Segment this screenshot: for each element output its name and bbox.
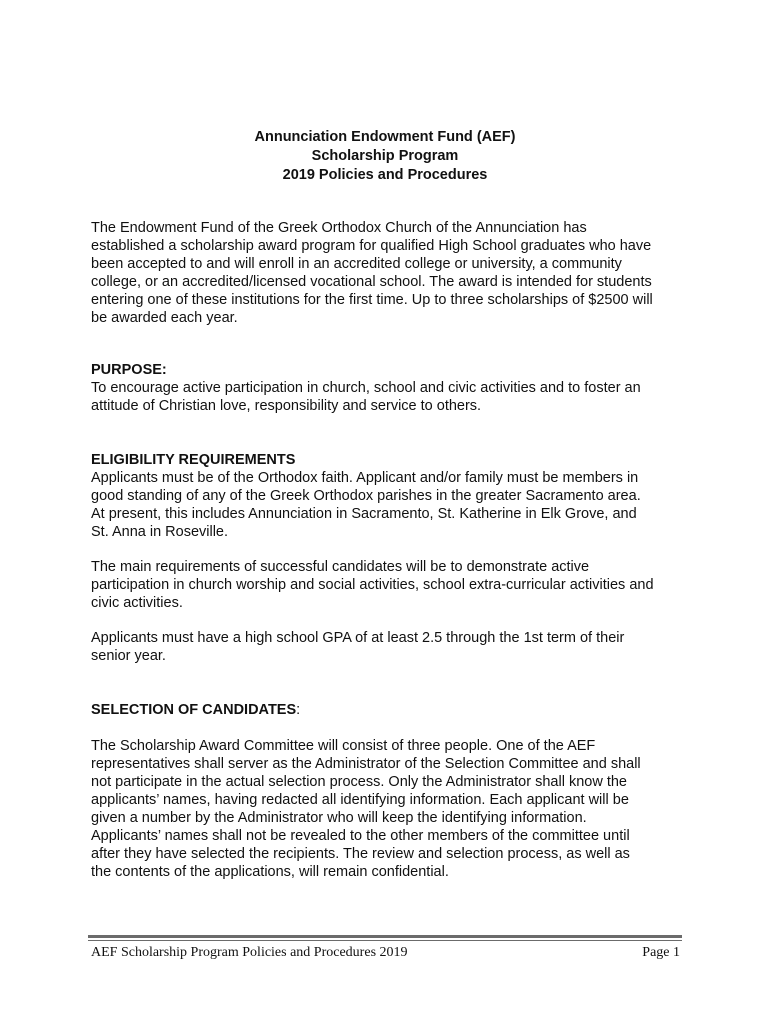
eligibility-paragraph-3 (91, 629, 691, 665)
eligibility-line: participation in church worship and social activities, school extra-curricular activities and (91, 577, 654, 593)
intro-line: college, or an accredited/licensed vocational school. The award is intended for students (91, 274, 652, 290)
eligibility-line: The main requirements of successful candidates will be to demonstrate active (91, 559, 590, 575)
eligibility-line: good standing of any of the Greek Orthodox parishes in the greater Sacramento area. (91, 488, 641, 504)
title-line-1: Annunciation Endowment Fund (AEF) (254, 129, 516, 145)
eligibility-line: At present, this includes Annunciation in Sacramento, St. Katherine in Elk Grove, and (91, 506, 637, 522)
selection-heading: SELECTION OF CANDIDATES (91, 702, 297, 718)
selection-line: Applicants’ names shall not be revealed to the other members of the committee until (91, 828, 630, 844)
footer-divider (88, 935, 682, 938)
selection-heading-row (91, 701, 691, 719)
intro-paragraph (91, 219, 691, 327)
eligibility-heading: ELIGIBILITY REQUIREMENTS (91, 452, 296, 468)
purpose-line: attitude of Christian love, responsibility and service to others. (91, 398, 482, 414)
eligibility-line: civic activities. (91, 595, 183, 611)
selection-line: the contents of the applications, will remain confidential. (91, 864, 449, 880)
eligibility-line: Applicants must be of the Orthodox faith. Applicant and/or family must be members in (91, 470, 639, 486)
eligibility-line: senior year. (91, 648, 166, 664)
selection-line: not participate in the actual selection process. Only the Administrator shall know the (91, 774, 627, 790)
eligibility-section (91, 451, 691, 541)
document-title (0, 128, 770, 185)
eligibility-paragraph-2 (91, 558, 691, 612)
selection-paragraph (91, 737, 691, 881)
selection-line: given a number by the Administrator who will keep the identifying information. (91, 810, 587, 826)
selection-line: applicants’ names, having redacted all identifying information. Each applicant will be (91, 792, 629, 808)
footer-page-number: Page 1 (642, 945, 680, 960)
selection-line: after they have selected the recipients. The review and selection process, as well as (91, 846, 630, 862)
title-line-2: Scholarship Program (311, 148, 459, 164)
eligibility-line: St. Anna in Roseville. (91, 524, 229, 540)
intro-line: The Endowment Fund of the Greek Orthodox Church of the Annunciation has (91, 220, 587, 236)
intro-line: been accepted to and will enroll in an accredited college or university, a community (91, 256, 622, 272)
purpose-section (91, 361, 691, 415)
selection-heading-line (91, 701, 691, 719)
title-line-3: 2019 Policies and Procedures (282, 167, 488, 183)
intro-line: established a scholarship award program for qualified High School graduates who have (91, 238, 652, 254)
purpose-heading: PURPOSE: (91, 362, 167, 378)
intro-line: be awarded each year. (91, 310, 238, 326)
selection-line: representatives shall server as the Administrator of the Selection Committee and shall (91, 756, 641, 772)
intro-line: entering one of these institutions for the first time. Up to three scholarships of $2500 will (91, 292, 653, 308)
selection-heading-colon: : (296, 702, 301, 718)
selection-line: The Scholarship Award Committee will consist of three people. One of the AEF (91, 738, 596, 754)
eligibility-line: Applicants must have a high school GPA of at least 2.5 through the 1st term of their (91, 630, 625, 646)
footer-document-title: AEF Scholarship Program Policies and Procedures 2019 (91, 945, 408, 960)
purpose-line: To encourage active participation in church, school and civic activities and to foster an (91, 380, 641, 396)
footer-divider-thin (88, 940, 682, 941)
